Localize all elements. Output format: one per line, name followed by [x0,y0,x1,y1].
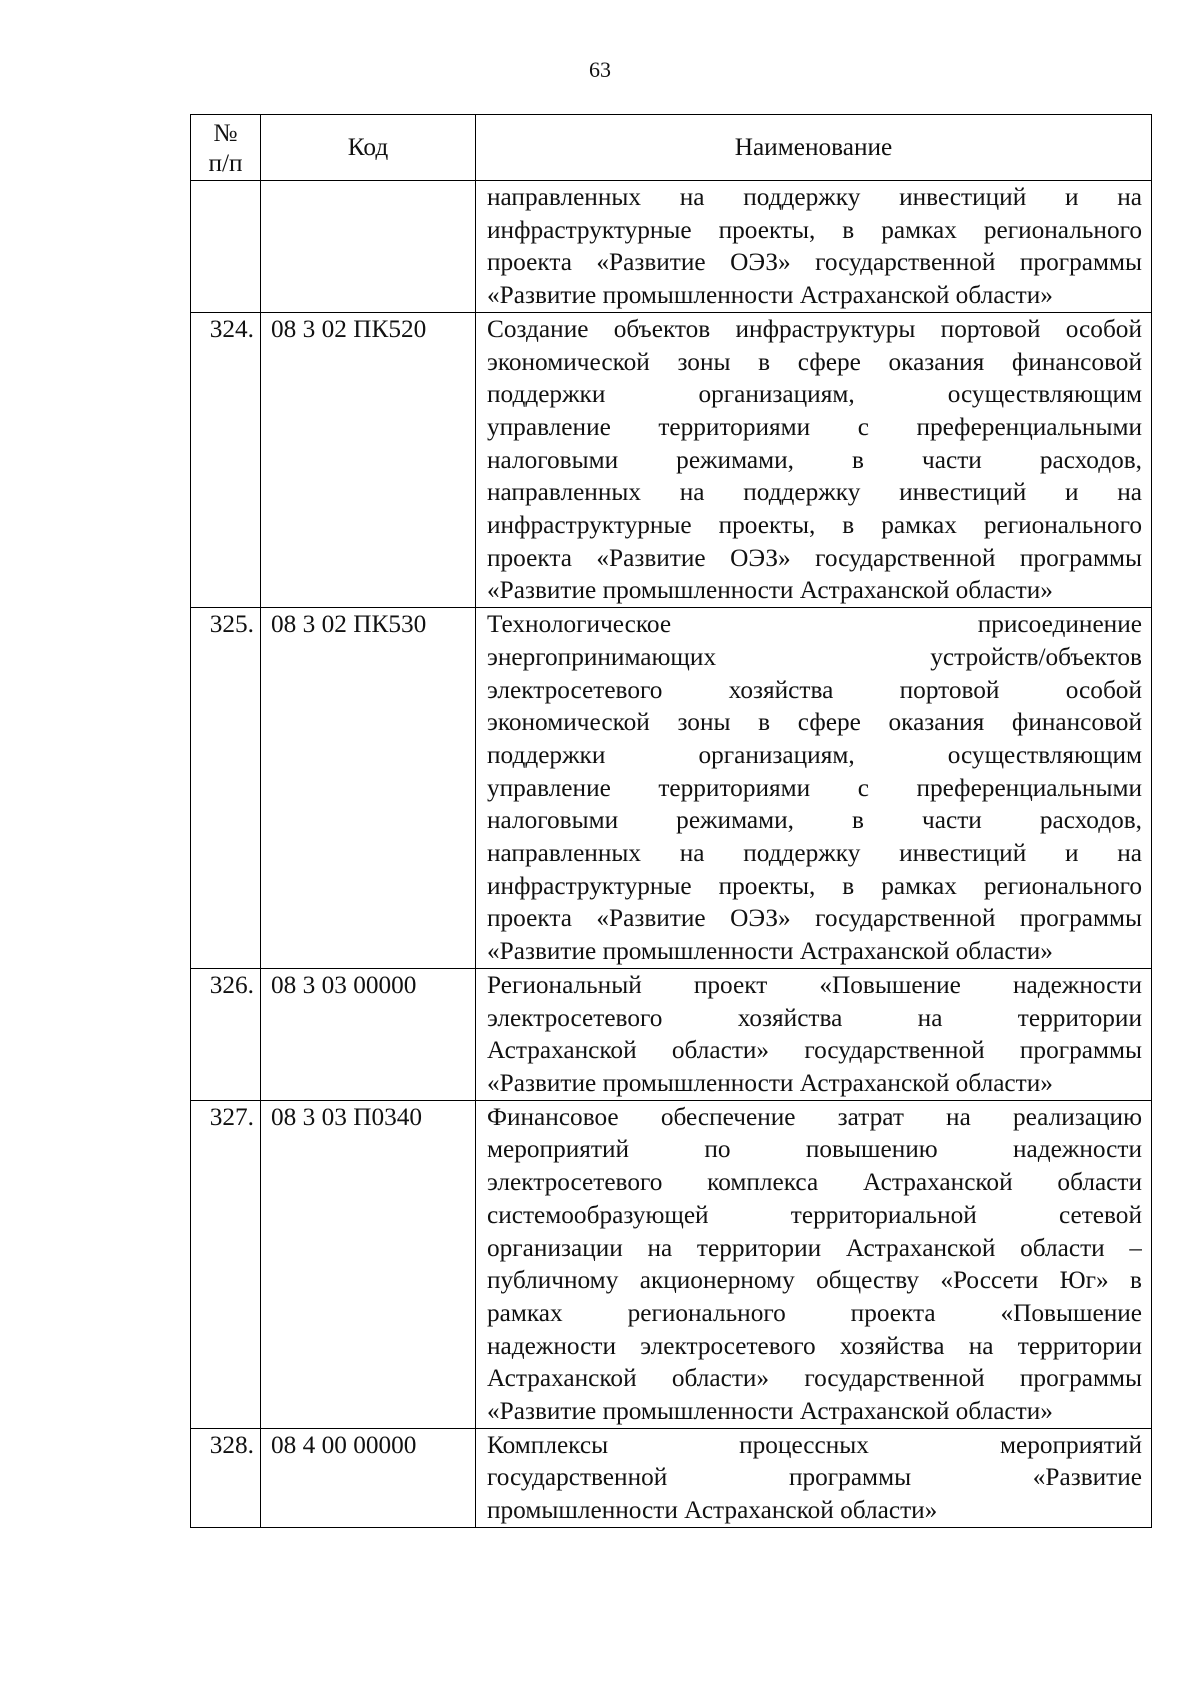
row-name-line: организации на территории Астраханской области – [487,1233,1142,1262]
row-name-line: направленных на поддержку инвестиций и на [487,839,1142,868]
row-name [476,608,1152,969]
row-name-line: налоговыми режимами, в части расходов, [487,445,1142,474]
table-body [191,181,1152,1528]
row-number: 324. [191,312,261,607]
row-code: 08 4 00 00000 [261,1428,476,1527]
row-name [476,1100,1152,1428]
row-name-line: инфраструктурные проекты, в рамках регионального [487,871,1142,900]
row-name-line: инфраструктурные проекты, в рамках регионального [487,511,1142,540]
row-name-line: «Развитие промышленности Астраханской области» [487,937,1053,966]
row-number: 328. [191,1428,261,1527]
row-name-line: поддержки организациям, осуществляющим [487,380,1142,409]
row-name-line: направленных на поддержку инвестиций и на [487,183,1142,211]
row-name-line: экономической зоны в сфере оказания финансовой [487,708,1142,737]
row-name-line: проекта «Развитие ОЭЗ» государственной программы [487,904,1142,933]
row-name-line: «Развитие промышленности Астраханской области» [487,576,1053,605]
header-name: Наименование [476,115,1152,181]
row-name-line: электросетевого комплекса Астраханской области [487,1168,1142,1197]
row-name-line: проекта «Развитие ОЭЗ» государственной программы [487,248,1142,277]
row-name-line: системообразующей территориальной сетевой [487,1200,1142,1229]
row-name-line: рамках регионального проекта «Повышение [487,1298,1142,1327]
row-name-line: Региональный проект «Повышение надежности [487,970,1142,999]
row-code: 08 3 03 00000 [261,968,476,1100]
row-name-line: промышленности Астраханской области» [487,1496,938,1525]
budget-classification-table [190,114,1152,1528]
row-name-line: экономической зоны в сфере оказания финансовой [487,347,1142,376]
header-code: Код [261,115,476,181]
row-name-line: управление территориями с преференциальными [487,412,1142,441]
row-name-line: «Развитие промышленности Астраханской области» [487,281,1053,310]
row-name-line: Астраханской области» государственной программы [487,1364,1142,1393]
table-row [191,312,1152,607]
row-name-line: поддержки организациям, осуществляющим [487,740,1142,769]
row-name-line: проекта «Развитие ОЭЗ» государственной программы [487,543,1142,572]
row-name [476,1428,1152,1527]
row-name-line: Создание объектов инфраструктуры портовой особой [487,314,1142,343]
row-code [261,181,476,313]
row-number: 326. [191,968,261,1100]
row-code: 08 3 02 ПК520 [261,312,476,607]
row-name-line: электросетевого хозяйства на территории [487,1003,1142,1032]
row-name-line: мероприятий по повышению надежности [487,1135,1142,1164]
row-name-line: Комплексы процессных мероприятий [487,1430,1142,1459]
row-name-line: публичному акционерному обществу «Россети Юг» в [487,1266,1142,1295]
row-name [476,968,1152,1100]
row-name [476,181,1152,313]
row-name [476,312,1152,607]
row-name-line: энергопринимающих устройств/объектов [487,642,1142,671]
table-row [191,1100,1152,1428]
table-row [191,968,1152,1100]
row-code: 08 3 03 П0340 [261,1100,476,1428]
row-number [191,181,261,313]
row-code: 08 3 02 ПК530 [261,608,476,969]
table-row [191,608,1152,969]
row-name-line: управление территориями с преференциальными [487,773,1142,802]
header-number [191,115,261,181]
row-name-line: электросетевого хозяйства портовой особой [487,675,1142,704]
row-name-line: надежности электросетевого хозяйства на территории [487,1331,1142,1360]
table-row [191,1428,1152,1527]
row-number: 325. [191,608,261,969]
row-name-line: Технологическое присоединение [487,610,1142,639]
header-number-abbrev: п/п [208,148,243,177]
row-name-line: направленных на поддержку инвестиций и на [487,478,1142,507]
row-name-line: «Развитие промышленности Астраханской области» [487,1397,1053,1426]
row-name-line: налоговыми режимами, в части расходов, [487,806,1142,835]
row-name-line: Астраханской области» государственной программы [487,1036,1142,1065]
row-number: 327. [191,1100,261,1428]
row-name-line: «Развитие промышленности Астраханской области» [487,1068,1053,1097]
header-number-symbol: № [213,118,238,147]
row-name-line: Финансовое обеспечение затрат на реализацию [487,1102,1142,1131]
page-number: 63 [589,57,611,82]
row-name-line: государственной программы «Развитие [487,1463,1142,1492]
table-header-row [191,115,1152,181]
table-row [191,181,1152,313]
row-name-line: инфраструктурные проекты, в рамках регионального [487,215,1142,244]
